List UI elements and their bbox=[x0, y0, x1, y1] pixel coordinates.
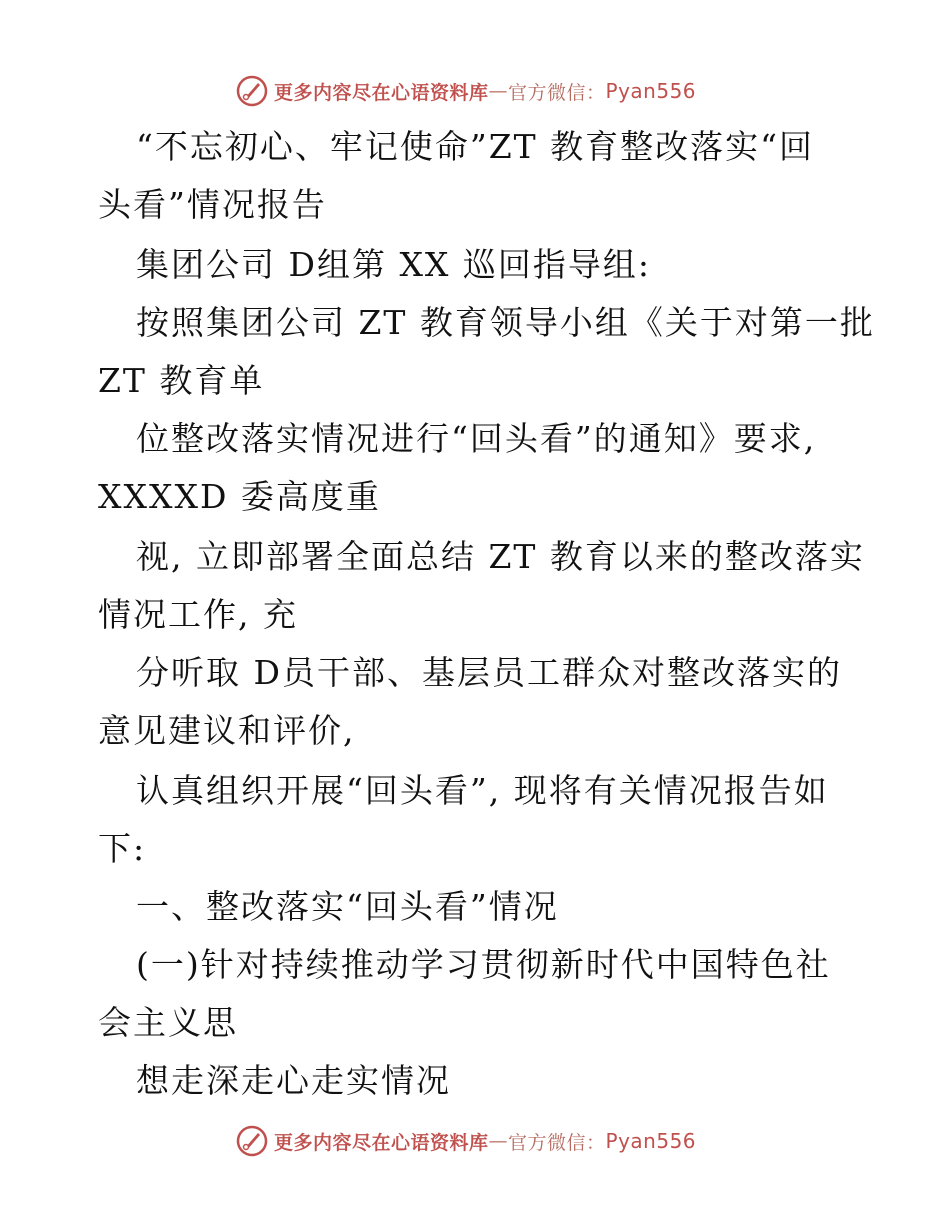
footer-watermark bbox=[236, 1124, 696, 1158]
watermark-label: 官方微信： bbox=[508, 81, 606, 104]
paragraph-line: 下: bbox=[98, 829, 147, 868]
watermark-label: 官方微信： bbox=[508, 1131, 606, 1154]
paragraph-line: 位整改落实情况进行“回头看”的通知》要求, bbox=[136, 419, 817, 458]
subsection-heading-cont: 想走深走心走实情况 bbox=[136, 1061, 451, 1100]
watermark-id: Pyan556 bbox=[605, 79, 697, 103]
paragraph-line: 认真组织开展“回头看”, 现将有关情况报告如 bbox=[136, 771, 829, 810]
header-watermark bbox=[236, 74, 696, 108]
watermark-dash: — bbox=[488, 80, 509, 102]
paragraph-line: 视, 立即部署全面总结 ZT 教育以来的整改落实 bbox=[136, 537, 865, 576]
title-line-2: 头看”情况报告 bbox=[98, 185, 327, 224]
quill-logo-icon bbox=[236, 1125, 268, 1157]
paragraph-line: 情况工作, 充 bbox=[98, 595, 298, 634]
quill-logo-icon bbox=[236, 75, 268, 107]
paragraph-line: 按照集团公司 ZT 教育领导小组《关于对第一批 bbox=[136, 303, 875, 342]
paragraph-line: XXXXD 委高度重 bbox=[98, 477, 381, 516]
watermark-dash: — bbox=[488, 1130, 509, 1152]
title-line-1: “不忘初心、牢记使命”ZT 教育整改落实“回 bbox=[136, 127, 815, 166]
paragraph-line: ZT 教育单 bbox=[98, 361, 265, 400]
watermark-id: Pyan556 bbox=[605, 1129, 697, 1153]
watermark-main-text: 更多内容尽在心语资料库 bbox=[274, 81, 489, 104]
subsection-heading: (一)针对持续推动学习贯彻新时代中国特色社 bbox=[136, 945, 831, 984]
salutation: 集团公司 D组第 XX 巡回指导组: bbox=[136, 245, 652, 284]
section-heading: 一、整改落实“回头看”情况 bbox=[136, 887, 559, 926]
paragraph-line: 分听取 D员干部、基层员工群众对整改落实的 bbox=[136, 653, 842, 692]
subsection-heading-cont: 会主义思 bbox=[98, 1003, 238, 1042]
paragraph-line: 意见建议和评价, bbox=[98, 711, 356, 750]
watermark-main-text: 更多内容尽在心语资料库 bbox=[274, 1131, 489, 1154]
